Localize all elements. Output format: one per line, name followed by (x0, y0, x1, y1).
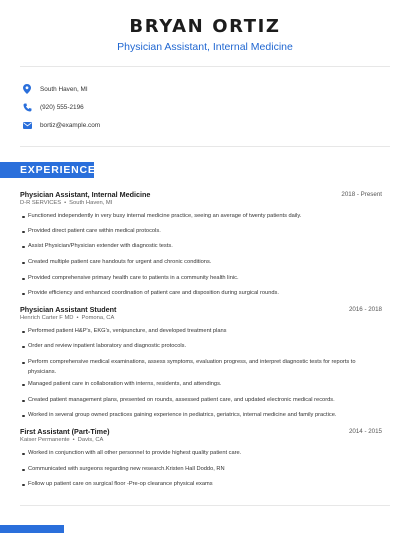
next-section-band (0, 525, 64, 533)
location-pin-icon (22, 84, 32, 94)
list-item: Assist Physician/Physician extender with diagnostic tests. (22, 242, 372, 252)
list-item: Communicated with surgeons regarding new research.Kristen Hall Doddo, RN (22, 465, 372, 475)
job-dates: 2014 - 2015 (348, 428, 382, 435)
contact-divider (20, 146, 390, 147)
job-location: South Haven, MI (69, 200, 113, 206)
job-company: Kaiser Permanente (20, 437, 70, 443)
phone-icon (22, 102, 32, 112)
job-title: Physician Assistant, Internal Medicine (20, 190, 151, 199)
contact-email (22, 119, 100, 131)
envelope-icon (22, 120, 32, 130)
list-item: Created multiple patient care handouts for urgent and chronic conditions. (22, 258, 372, 268)
candidate-name: BRYAN ORTIZ (129, 16, 281, 37)
list-item: Managed patient care in collaboration with interns, residents, and attendings. (22, 380, 372, 390)
list-item: Worked in several group owned practices gaining experience in pediatrics, geriatrics, internal medicine and family practice. (22, 411, 372, 421)
job-company-line: Henrich Carter F MD • Pomona, CA (20, 315, 115, 321)
list-item: Perform comprehensive medical examinations, assess symptoms, evaluation progress, and interpret diagnostic tests for reports to physicians. (22, 358, 372, 378)
job-location: Pomona, CA (81, 315, 115, 321)
list-item: Functioned independently in very busy internal medicine practice, seeing an average of twenty patients daily. (22, 212, 372, 222)
phone-text: (920) 555-2196 (40, 103, 84, 111)
location-text: South Haven, MI (40, 85, 88, 93)
job-dates: 2018 - Present (341, 191, 382, 198)
job-company: D-R SERVICES (20, 200, 62, 206)
list-item: Worked in conjunction with all other personnel to provide highest quality patient care. (22, 449, 372, 459)
experience-heading: EXPERIENCE (20, 164, 96, 176)
list-item: Provide efficiency and enhanced coordination of patient care and disposition during surgical rounds. (22, 289, 372, 299)
job-company: Henrich Carter F MD (20, 315, 74, 321)
list-item: Order and review inpatient laboratory and diagnostic protocols. (22, 342, 372, 352)
contact-location (22, 83, 88, 95)
candidate-title: Physician Assistant, Internal Medicine (117, 41, 293, 53)
job-company-line: Kaiser Permanente • Davis, CA (20, 437, 104, 443)
job-location: Davis, CA (77, 437, 104, 443)
footer-divider (20, 505, 390, 506)
header-divider (20, 66, 390, 67)
job-company-line: D-R SERVICES • South Haven, MI (20, 200, 113, 206)
list-item: Follow up patient care on surgical floor -Pre-op clearance physical exams (22, 480, 372, 490)
list-item: Created patient management plans, presented on rounds, assessed patient care, and updated electronic medical records. (22, 396, 372, 406)
list-item: Provided direct patient care within medical protocols. (22, 227, 372, 237)
job-dates: 2016 - 2018 (348, 306, 382, 313)
list-item: Provided comprehensive primary health care to patients in a community health linic. (22, 274, 372, 284)
contact-phone (22, 101, 84, 113)
email-link[interactable]: bortiz@example.com (40, 121, 101, 129)
list-item: Performed patient H&P's, EKG's, venipuncture, and developed treatment plans (22, 327, 372, 337)
job-title: Physician Assistant Student (20, 305, 117, 314)
job-title: First Assistant (Part-Time) (20, 427, 110, 436)
